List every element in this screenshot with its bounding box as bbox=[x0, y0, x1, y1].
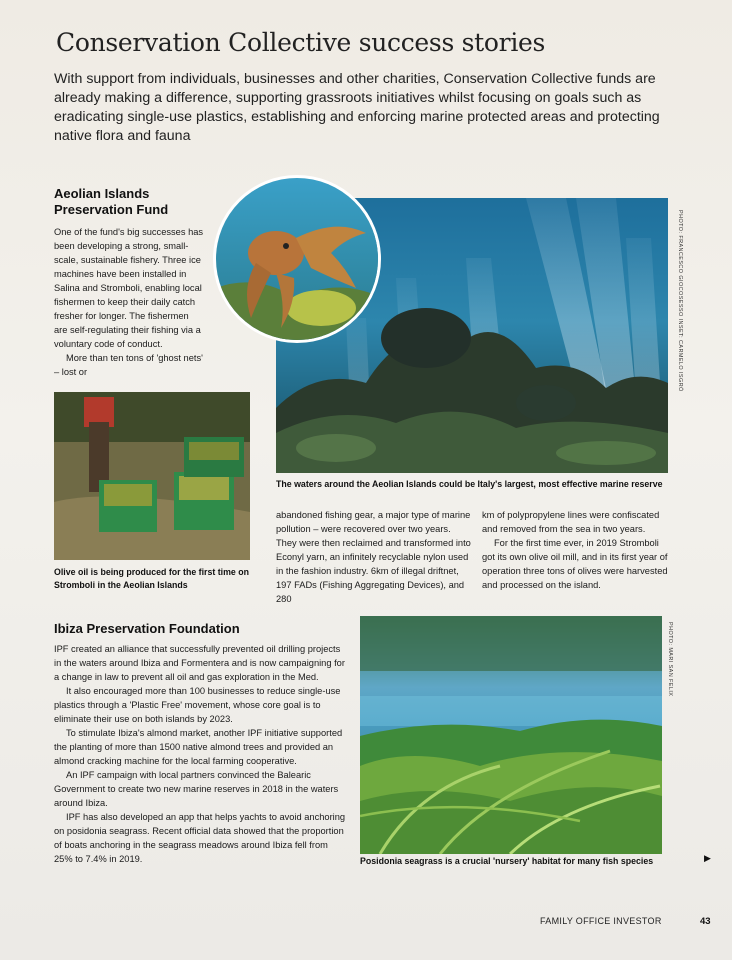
aeolian-col2-text: abandoned fishing gear, a major type of marine pollution – were recovered over two years. They were then reclaimed and transformed into Econyl yarn, an infinitely recyclable nylon used in the fashion industry. 6km of illegal driftnet, 197 FADs (Fishing Aggregating Devices), and 280 bbox=[276, 510, 471, 604]
olive-caption: Olive oil is being produced for the first time on Stromboli in the Aeolian Islands bbox=[54, 567, 250, 590]
ibiza-para-3: To stimulate Ibiza's almond market, another IPF initiative supported the planting of more than 1500 native almond trees and provided an almond cracking machine for the local farming cooperative. bbox=[54, 728, 343, 766]
seagrass-caption: Posidonia seagrass is a crucial 'nursery' habitat for many fish species bbox=[360, 856, 654, 866]
ibiza-para-4: An IPF campaign with local partners convinced the Balearic Government to create two new marine reserves in 2018 in the waters around Ibiza. bbox=[54, 770, 339, 808]
aeolian-col3-para1: km of polypropylene lines were confiscated and removed from the sea in two years. bbox=[482, 510, 660, 534]
aeolian-heading bbox=[54, 186, 168, 218]
aeolian-col3-para2: For the first time ever, in 2019 Stromboli got its own olive oil mill, and in its first year of operation three tons of olives were harvested and processed on the island. bbox=[482, 538, 668, 590]
seagrass-photo-credit: PHOTO: MARI SAN FELIX bbox=[667, 622, 673, 697]
aeolian-heading-line2: Preservation Fund bbox=[54, 202, 169, 217]
intro-paragraph: With support from individuals, businesses and other charities, Conservation Collective funds are already making a difference, supporting grassroots initiatives whilst focusing on goals such as eradicating single-use plastics, establishing and enforcing marine protected areas and protecting native flora and fauna bbox=[54, 71, 660, 144]
ibiza-para-1: IPF created an alliance that successfully prevented oil drilling projects in the waters around Ibiza and Formentera and is now campaigning for a change in law to prevent all oil and gas exploration in the Med. bbox=[54, 644, 345, 682]
aeolian-main-caption: The waters around the Aeolian Islands could be Italy's largest, most effective marine reserve bbox=[276, 479, 663, 489]
aeolian-text-col1 bbox=[54, 225, 204, 379]
aeolian-para1: One of the fund's big successes has been developing a strong, small-scale, sustainable fishery. Three ice machines have been installed in Salina and Stromboli, enabling local fishermen to keep their daily catch fresher for longer. The fishermen are self-regulating their fishing via a voluntary code of conduct. bbox=[54, 227, 204, 349]
page-title: Conservation Collective success stories bbox=[56, 28, 546, 57]
seagrass-illustration bbox=[360, 616, 662, 854]
olive-crates-illustration bbox=[54, 392, 250, 560]
aeolian-photo-credit: PHOTO: FRANCESCO GIOCOSESSO INSET: CARMELO ISGRÒ bbox=[677, 210, 683, 392]
aeolian-heading-line1: Aeolian Islands bbox=[54, 186, 150, 201]
ibiza-heading: Ibiza Preservation Foundation bbox=[54, 621, 240, 636]
ibiza-text bbox=[54, 642, 346, 866]
ibiza-para-5: IPF has also developed an app that helps yachts to avoid anchoring on posidonia seagrass. Recent official data showed that the proportion of boats anchoring in the seagrass meadows around Ibiza fell from 25% to 7.4% in 2019. bbox=[54, 812, 346, 864]
page-number: 43 bbox=[700, 916, 711, 927]
seagrass-photo bbox=[360, 616, 662, 854]
publication-name: FAMILY OFFICE INVESTOR bbox=[540, 916, 662, 926]
aeolian-text-col3 bbox=[482, 508, 672, 592]
continue-arrow-icon: ▶ bbox=[704, 853, 711, 863]
aeolian-para2-start: More than ten tons of 'ghost nets' – lost or bbox=[54, 353, 203, 377]
ibiza-para-2: It also encouraged more than 100 businesses to reduce single-use plastics through a 'Plastic Free' movement, whose core goal is to eliminate their use on both islands by 2023. bbox=[54, 686, 341, 724]
olive-harvest-photo bbox=[54, 392, 250, 560]
octopus-illustration bbox=[216, 178, 378, 340]
aeolian-text-col2 bbox=[276, 508, 472, 606]
octopus-inset-photo bbox=[213, 175, 381, 343]
